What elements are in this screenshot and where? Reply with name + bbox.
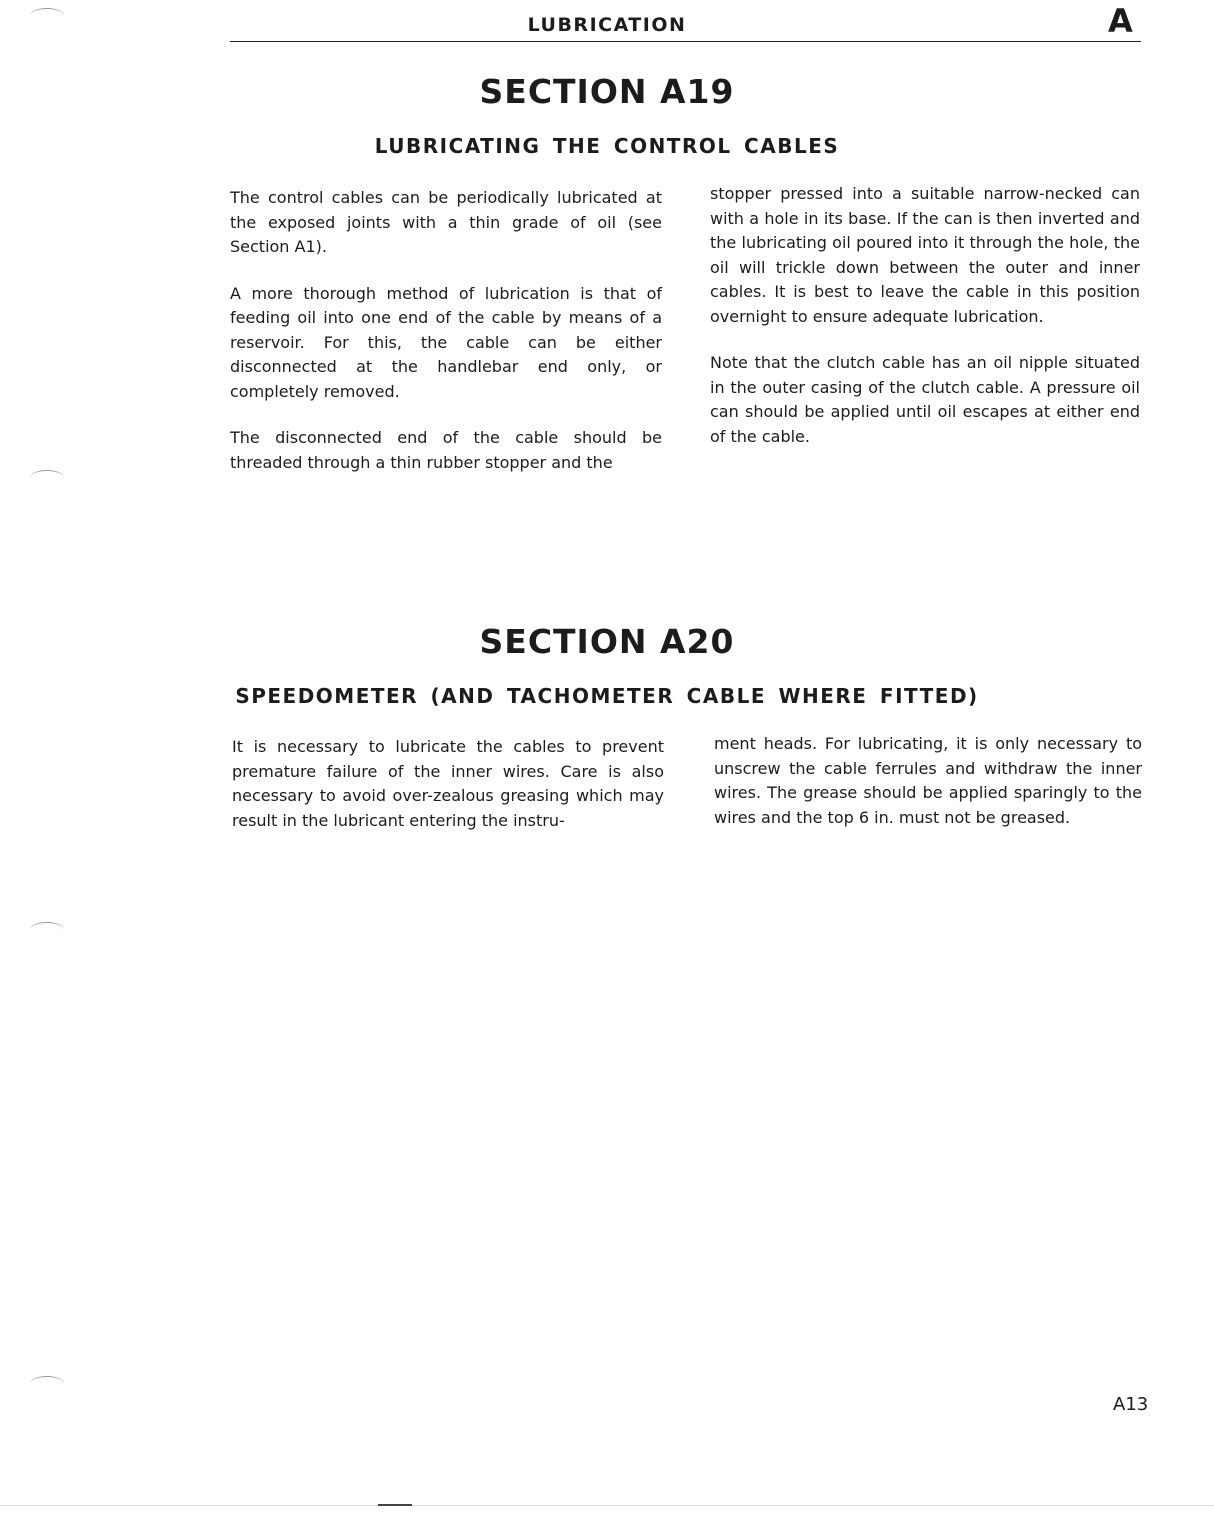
section-a20-title: SECTION A20 [479,622,735,661]
section-a19-right-column [710,182,1140,471]
paragraph: stopper pressed into a suitable narrow-necked can with a hole in its base. If the can is then inverted and the lubricating oil poured into it through the hole, the oil will trickle down between the outer and inner cables. It is best to leave the cable in this position overnight to ensure adequate lubrication. [710,184,1140,326]
section-a20-subtitle: SPEEDOMETER (AND TACHOMETER CABLE WHERE FITTED) [235,684,979,708]
running-header: LUBRICATION [527,14,687,36]
paragraph: ment heads. For lubricating, it is only necessary to unscrew the cable ferrules and withdraw the inner wires. The grease should be applied sparingly to the wires and the top 6 in. must not be greased. [714,734,1142,827]
page-number: A13 [1113,1394,1149,1415]
binder-hole-mark [30,8,64,23]
paragraph: Note that the clutch cable has an oil nipple situated in the outer casing of the clutch cable. A pressure oil can should be applied until oil escapes at either end of the cable. [710,353,1140,446]
section-a19-subtitle: LUBRICATING THE CONTROL CABLES [374,134,840,158]
paragraph: A more thorough method of lubrication is that of feeding oil into one end of the cable by means of a reservoir. For this, the cable can be either disconnected at the handlebar end only, or completely removed. [230,283,662,401]
header-rule [230,41,1141,42]
bottom-tick-mark [378,1504,412,1506]
binder-hole-mark [30,1376,64,1391]
page-bottom-edge [0,1505,1214,1506]
paragraph: It is necessary to lubricate the cables to prevent premature failure of the inner wires. Care is also necessary to avoid over-zealous greasing which may result in the lubricant entering the instru- [232,737,664,830]
section-a20-left-column [232,735,664,855]
binder-hole-mark [30,470,64,485]
paragraph: The control cables can be periodically lubricated at the exposed joints with a thin grade of oil (see Section A1). [230,188,662,256]
binder-hole-mark [30,922,64,937]
paragraph: The disconnected end of the cable should be threaded through a thin rubber stopper and the [230,428,662,472]
section-a20-right-column [714,732,1142,852]
chapter-letter: A [1108,2,1133,40]
section-a19-left-column [230,186,662,497]
section-a19-title: SECTION A19 [479,72,735,111]
